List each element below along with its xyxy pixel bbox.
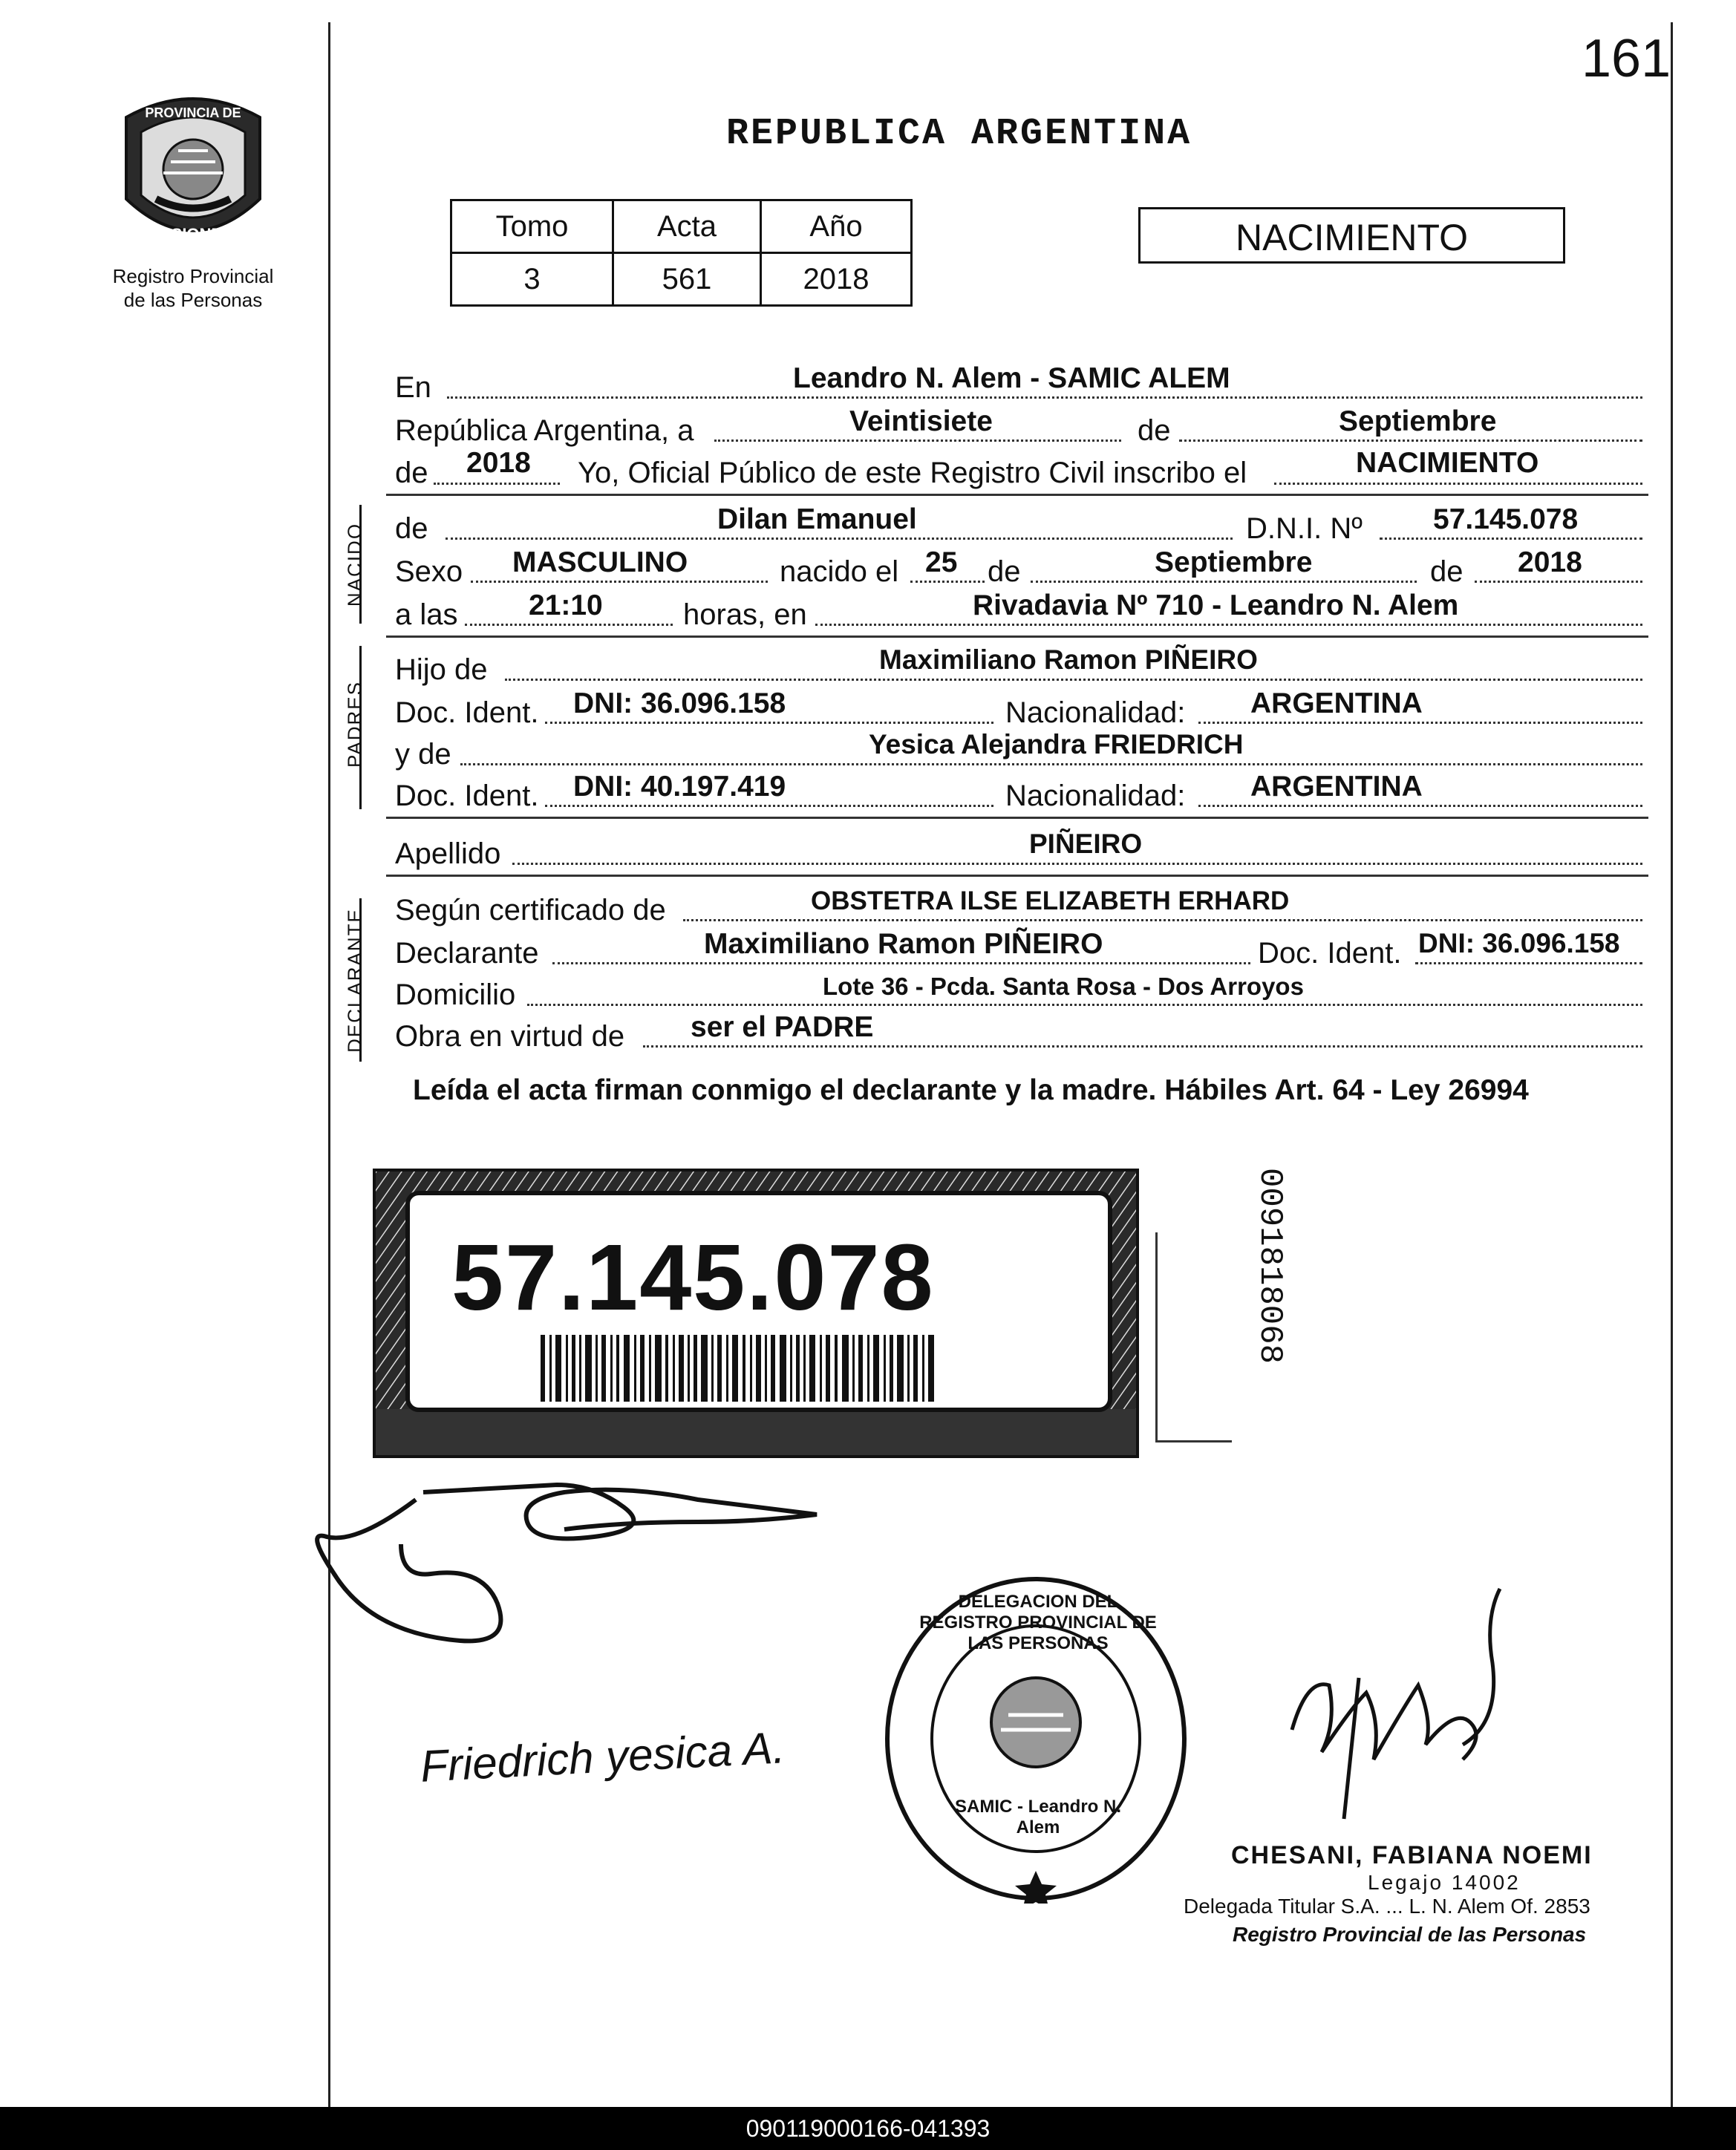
- inscribo-value: NACIMIENTO: [1356, 447, 1539, 479]
- father-name-value: Maximiliano Ramon PIÑEIRO: [879, 644, 1258, 675]
- obra-value: ser el PADRE: [691, 1011, 874, 1043]
- section-rule-1: [386, 494, 1648, 496]
- father-doc-label: Doc. Ident.: [395, 696, 539, 729]
- nacido-section-label: NACIDO: [343, 522, 366, 607]
- de-label-birth-year: de: [1430, 555, 1463, 588]
- padres-section-label: PADRES: [343, 681, 366, 768]
- record-value-acta: 561: [613, 253, 761, 306]
- declarante-label: Declarante: [395, 937, 539, 970]
- month-dotted-line: [1179, 440, 1642, 442]
- domicilio-value: Lote 36 - Pcda. Santa Rosa - Dos Arroyos: [823, 973, 1304, 1000]
- en-value: Leandro N. Alem - SAMIC ALEM: [793, 362, 1230, 394]
- certificado-dotted-line: [683, 919, 1642, 921]
- registry-label: [89, 264, 297, 312]
- father-nat-label: Nacionalidad:: [1005, 696, 1186, 729]
- obra-dotted-line: [643, 1045, 1642, 1048]
- apellido-value: PIÑEIRO: [1029, 829, 1143, 859]
- registry-label-line1: Registro Provincial: [112, 265, 274, 287]
- mother-name-value: Yesica Alejandra FRIEDRICH: [869, 729, 1244, 759]
- nombre-value: Dilan Emanuel: [717, 503, 917, 535]
- closing-note: Leída el acta firman conmigo el declarante y la madre. Hábiles Art. 64 - Ley 26994: [413, 1074, 1529, 1106]
- decl-doc-value: DNI: 36.096.158: [1418, 928, 1620, 958]
- de-label-month: de: [1138, 414, 1171, 447]
- y-de-label: y de: [395, 738, 451, 771]
- mother-doc-label: Doc. Ident.: [395, 780, 539, 812]
- decl-doc-label: Doc. Ident.: [1258, 937, 1402, 970]
- hijo-label: Hijo de: [395, 653, 488, 686]
- official-stamp: [882, 1574, 1190, 1904]
- declarant-signature: [312, 1455, 876, 1693]
- dni-value: 57.145.078: [1433, 503, 1579, 535]
- stamp-inner-text: SAMIC - Leandro N. Alem: [954, 1797, 1121, 1837]
- svg-text:MISIONES: MISIONES: [153, 225, 233, 244]
- serial-bracket: [1155, 1232, 1232, 1442]
- mother-doc-dotted-line: [545, 805, 993, 807]
- de-label-year: de: [395, 457, 428, 489]
- left-margin-line: [328, 22, 330, 2107]
- republica-label: República Argentina, a: [395, 414, 694, 447]
- place-dotted-line: [815, 624, 1642, 626]
- sexo-label: Sexo: [395, 555, 463, 588]
- sticker-dni-number: 57.145.078: [451, 1225, 935, 1330]
- month-value: Septiembre: [1339, 405, 1497, 437]
- sticker-serial-number: 0091818068: [1251, 1167, 1288, 1365]
- day-dotted-line: [714, 440, 1121, 442]
- right-margin-line: [1671, 22, 1673, 2107]
- day-value: Veintisiete: [849, 405, 993, 437]
- section-rule-4: [386, 875, 1648, 877]
- father-doc-value: DNI: 36.096.158: [573, 687, 786, 719]
- obra-label: Obra en virtud de: [395, 1020, 625, 1053]
- dni-sticker: [373, 1169, 1139, 1458]
- official-legajo: Legajo 14002: [1368, 1871, 1521, 1894]
- record-header-anio: Año: [761, 200, 912, 253]
- domicilio-dotted-line: [527, 1004, 1642, 1006]
- birth-place-value: Rivadavia Nº 710 - Leandro N. Alem: [973, 589, 1459, 621]
- father-dotted-line: [505, 679, 1642, 681]
- provincia-seal-logo: [111, 88, 275, 258]
- mother-nat-label: Nacionalidad:: [1005, 780, 1186, 812]
- country-title: REPUBLICA ARGENTINA: [726, 113, 1192, 155]
- father-doc-dotted-line: [545, 722, 993, 724]
- declarante-dotted-line: [552, 962, 1250, 964]
- provincia-de-misiones-seal-icon: [111, 88, 275, 258]
- record-header-tomo: Tomo: [451, 200, 613, 253]
- horas-label: horas, en: [683, 598, 807, 631]
- a-las-label: a las: [395, 598, 458, 631]
- father-nat-value: ARGENTINA: [1250, 687, 1423, 719]
- year-value: 2018: [466, 447, 531, 479]
- nombre-dotted-line: [446, 538, 1233, 540]
- year-dotted-line: [434, 483, 560, 485]
- footer-code: 090119000166-041393: [0, 2107, 1736, 2150]
- en-dotted-line: [447, 396, 1642, 399]
- sticker-inner-panel: [405, 1191, 1112, 1412]
- birth-year-dotted-line: [1475, 581, 1642, 583]
- father-nat-dotted-line: [1198, 722, 1642, 724]
- svg-text:PROVINCIA DE: PROVINCIA DE: [145, 105, 241, 120]
- sexo-value: MASCULINO: [512, 546, 688, 578]
- birth-day-dotted-line: [910, 581, 985, 583]
- nacido-el-label: nacido el: [780, 555, 899, 588]
- inscribo-dotted-line: [1274, 483, 1642, 485]
- registry-label-line2: de las Personas: [123, 289, 263, 311]
- stamp-outer-text: DELEGACION DEL REGISTRO PROVINCIAL DE LAS PERSONAS: [919, 1592, 1157, 1653]
- declarante-section-label: DECLARANTE: [343, 908, 366, 1053]
- official-signature: [1277, 1574, 1544, 1826]
- sexo-dotted-line: [471, 581, 768, 583]
- domicilio-label: Domicilio: [395, 978, 516, 1011]
- declarante-value: Maximiliano Ramon PIÑEIRO: [704, 928, 1103, 960]
- section-rule-3: [386, 817, 1648, 819]
- time-dotted-line: [465, 624, 673, 626]
- en-label: En: [395, 371, 431, 404]
- dni-label: D.N.I. Nº: [1246, 512, 1363, 545]
- act-type-box: NACIMIENTO: [1138, 207, 1565, 264]
- record-table: [450, 199, 913, 307]
- record-value-anio: 2018: [761, 253, 912, 306]
- de-label-birth-month: de: [988, 555, 1021, 588]
- page-number: 161: [1582, 29, 1671, 88]
- certificado-label: Según certificado de: [395, 894, 666, 927]
- mother-handwritten-signature: Friedrich yesica A.: [419, 1722, 786, 1791]
- record-table-value-row: [451, 253, 912, 306]
- birth-year-value: 2018: [1518, 546, 1582, 578]
- official-name: CHESANI, FABIANA NOEMI: [1231, 1841, 1593, 1869]
- decl-doc-dotted-line: [1415, 962, 1642, 964]
- birth-month-dotted-line: [1031, 581, 1417, 583]
- official-role: Delegada Titular S.A. ... L. N. Alem Of. 2853: [1184, 1895, 1590, 1918]
- birth-time-value: 21:10: [529, 589, 603, 621]
- official-registry: Registro Provincial de las Personas: [1233, 1923, 1587, 1946]
- record-table-header-row: [451, 200, 912, 253]
- section-rule-2: [386, 635, 1648, 638]
- record-header-acta: Acta: [613, 200, 761, 253]
- birth-month-value: Septiembre: [1155, 546, 1313, 578]
- apellido-label: Apellido: [395, 837, 501, 870]
- apellido-dotted-line: [512, 863, 1642, 865]
- certificado-value: OBSTETRA ILSE ELIZABETH ERHARD: [811, 886, 1290, 915]
- dni-dotted-line: [1380, 538, 1642, 540]
- mother-nat-dotted-line: [1198, 805, 1642, 807]
- sticker-barcode: [541, 1335, 942, 1402]
- mother-nat-value: ARGENTINA: [1250, 771, 1423, 803]
- mother-dotted-line: [460, 763, 1642, 765]
- mother-doc-value: DNI: 40.197.419: [573, 771, 786, 803]
- record-value-tomo: 3: [451, 253, 613, 306]
- birth-day-value: 25: [925, 546, 958, 578]
- inscribo-text: Yo, Oficial Público de este Registro Civil inscribo el: [578, 457, 1247, 489]
- nombre-label: de: [395, 512, 428, 545]
